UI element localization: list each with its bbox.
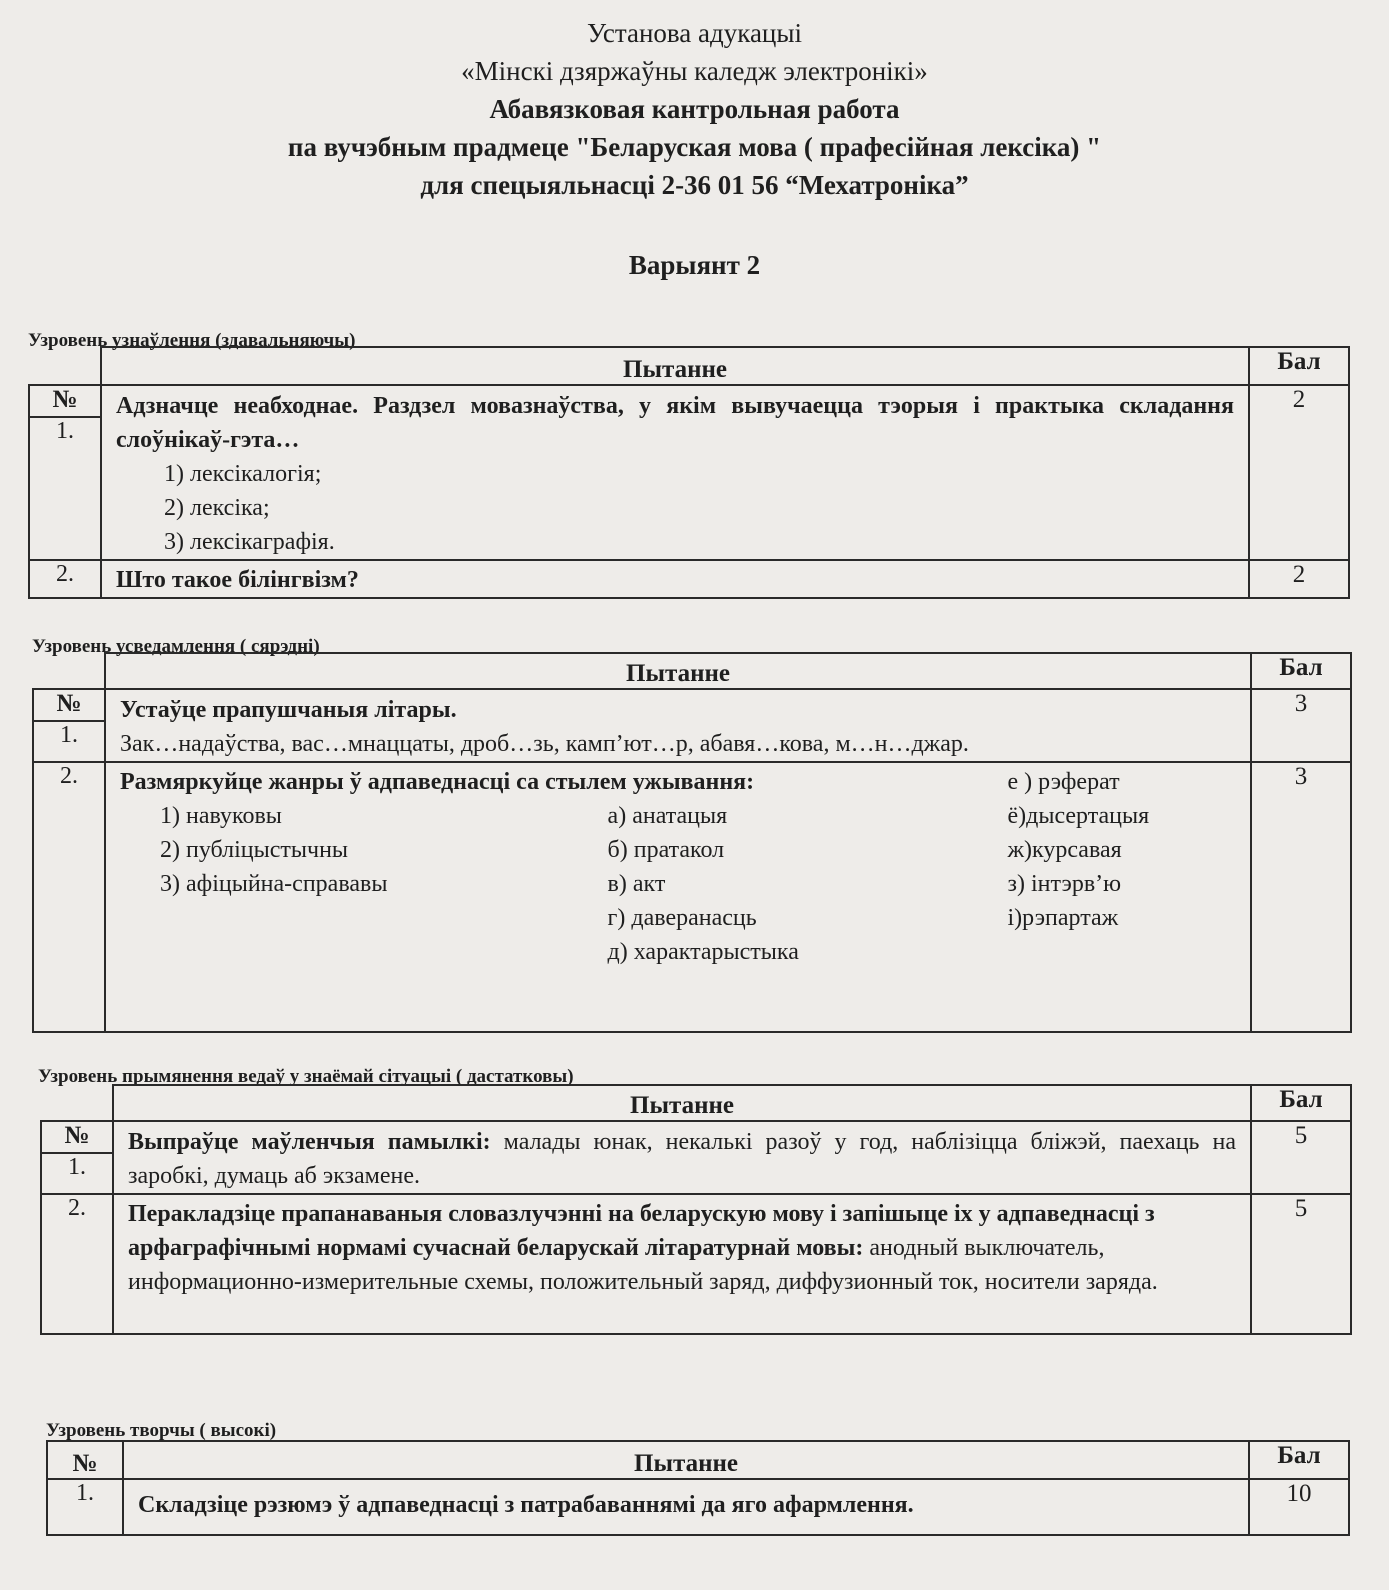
level1-q2-points: 2 (1249, 560, 1349, 598)
level1-question-header: Пытанне (101, 347, 1249, 385)
level1-q1-points: 2 (1249, 385, 1349, 560)
level2-q2-points: 3 (1251, 762, 1351, 1032)
subject-line: па вучэбным прадмеце "Беларуская мова ( прафесійная лексіка) " (287, 132, 1102, 162)
genres-column-1 (608, 799, 1008, 969)
level3-table (40, 1084, 1352, 1335)
level4-q1-points: 10 (1249, 1479, 1349, 1535)
level1-q1-num: 1. (29, 417, 101, 560)
level3-title: Узровень прымянення ведаў у знаёмай сітуацыі ( дастатковы) (38, 1066, 574, 1087)
level1-num-header: № (29, 385, 101, 417)
level1-q1-option-1: 1) лексікалогія; (164, 461, 322, 487)
level3-q2-num: 2. (41, 1194, 113, 1334)
level3-q1-cell (113, 1129, 1251, 1194)
institution-type: Установа адукацыі (586, 18, 803, 48)
style-1: 1) навуковы (160, 803, 282, 829)
level1-table (28, 346, 1350, 599)
level3-q1-num: 1. (41, 1153, 113, 1194)
genre-i: і)рэпартаж (1007, 905, 1119, 931)
level2-q2-cell (105, 762, 1251, 1032)
level1-points-header: Бал (1249, 347, 1349, 385)
level1-title: Узровень узнаўлення (здавальняючы) (28, 330, 356, 351)
level3-q2-text: анодный выключатель, информационно-измерительные схемы, положительный заряд, диффузионный ток, носители заряда. (128, 1235, 1158, 1295)
level4-q1-num: 1. (47, 1479, 123, 1535)
institution-name: «Мінскі дзяржаўны каледж электронікі» (461, 56, 928, 86)
level3-q1-lead: Выпраўце маўленчыя памылкі: (128, 1129, 491, 1155)
level3-num-header: № (41, 1121, 113, 1153)
genre-v: в) акт (607, 871, 666, 897)
genre-a: а) анатацыя (607, 803, 728, 829)
level2-q2-num: 2. (33, 762, 105, 1032)
genre-d: д) характарыстыка (607, 939, 799, 965)
level2-num-header: № (33, 689, 105, 721)
specialty-line: для спецыяльнасці 2-36 01 56 “Мехатроніка” (420, 170, 969, 200)
level3-q2-cell (113, 1194, 1251, 1334)
level1-q1-option-2: 2) лексіка; (164, 495, 270, 521)
level1-q1-text: Адзначце неабходнае. Раздзел мовазнаўства, у якім вывучаецца тэорыя і практыка складання слоўнікаў-гэта… (116, 393, 1234, 453)
level2-q1-num: 1. (33, 721, 105, 762)
style-2: 2) публіцыстычны (160, 837, 349, 863)
genre-g: г) даверанасць (607, 905, 757, 931)
level1-q2-text: Што такое білінгвізм? (101, 560, 1249, 598)
level3-q2-lead: Перакладзіце прапанаваныя словазлучэнні на беларускую мову і запішыце іх у адпаведнасці з арфаграфічнымі нормамі сучаснай беларускай літаратурнай мовы: (128, 1201, 1155, 1261)
level4-points-header: Бал (1249, 1441, 1349, 1479)
level3-question-header: Пытанне (113, 1085, 1251, 1121)
level3-q2-points: 5 (1251, 1194, 1351, 1334)
genre-yo: ё)дысертацыя (1007, 803, 1150, 829)
level1-q1-cell (101, 393, 1249, 560)
level1-header-spacer (29, 347, 101, 385)
level1-q2-num: 2. (29, 560, 101, 598)
level2-title: Узровень усведамлення ( сярэдні) (32, 636, 320, 657)
genre-z: з) інтэрв’ю (1007, 871, 1122, 897)
variant-title: Варыянт 2 (628, 250, 761, 280)
genre-b: б) пратакол (607, 837, 725, 863)
level3-points-header: Бал (1251, 1085, 1351, 1121)
level3-q1-points: 5 (1251, 1121, 1351, 1194)
level4-question-header: Пытанне (123, 1441, 1249, 1479)
level2-q1-text: Устаўце прапушчаныя літары. (120, 697, 457, 723)
level4-title: Узровень творчы ( высокі) (46, 1420, 277, 1441)
styles-column (120, 799, 608, 969)
genre-e: е ) рэферат (1007, 769, 1120, 795)
level2-points-header: Бал (1251, 653, 1351, 689)
level2-table (32, 652, 1352, 1033)
level2-q1-subtext: Зак…надаўства, вас…мнаццаты, дроб…зь, камп’ют…р, абавя…кова, м…н…джар. (120, 731, 969, 757)
level2-q2-text: Размяркуйце жанры ў адпаведнасці са стылем ужывання: (120, 769, 755, 795)
genres-column-2 (1007, 765, 1236, 969)
level4-table (46, 1440, 1350, 1536)
document-header (0, 14, 1389, 204)
genre-zh: ж)курсавая (1007, 837, 1122, 863)
level4-q1-text: Складзіце рэзюмэ ў адпаведнасці з патрабаваннямі да яго афармлення. (123, 1479, 1249, 1535)
level3-q1-text: малады юнак, некалькі разоў у год, наблізіцца бліжэй, паехаць на заробкі, думаць аб экзамене. (128, 1129, 1237, 1189)
level4-num-header: № (47, 1441, 123, 1479)
work-title: Абавязковая кантрольная работа (489, 94, 900, 124)
level1-q1-option-3: 3) лексікаграфія. (164, 529, 335, 555)
level2-q1-points: 3 (1251, 689, 1351, 762)
level2-question-header: Пытанне (105, 653, 1251, 689)
style-3: 3) афіцыйна-справавы (160, 871, 388, 897)
level2-q1-cell (105, 697, 1251, 762)
